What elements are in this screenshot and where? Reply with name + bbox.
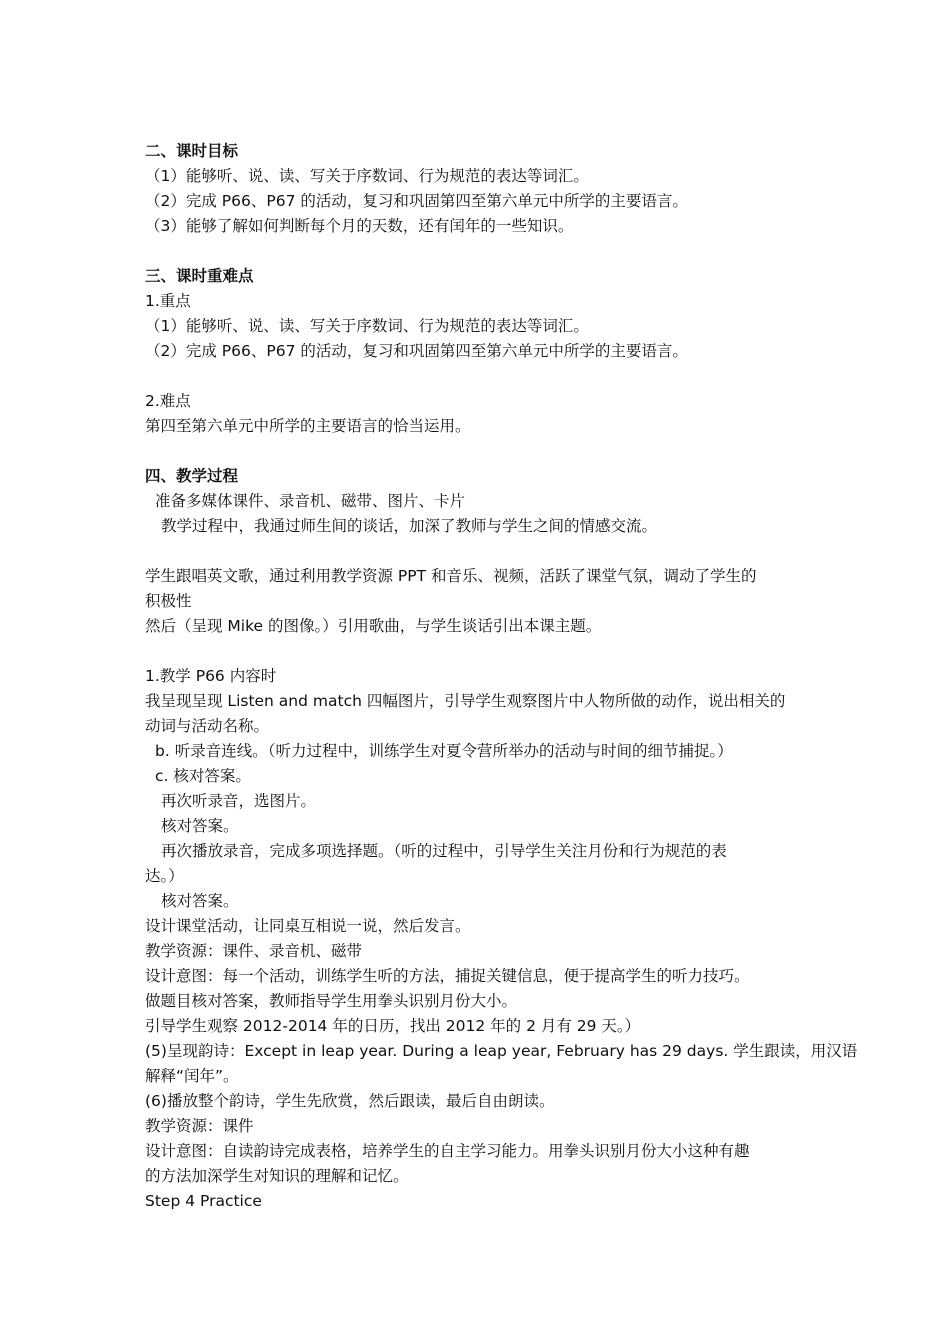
rhyme-text-line: (5)呈现韵诗：Except in leap year. During a leap year, February has 29 days. 学生跟读，用汉语 — [145, 1042, 858, 1060]
step-c: c. 核对答案。 — [155, 767, 251, 785]
p66-text-line: 我呈现呈现 Listen and match 四幅图片，引导学生观察图片中人物所做的动作，说出相关的 — [145, 692, 786, 710]
fist-text: 做题目核对答案，教师指导学生用拳头识别月份大小。 — [145, 992, 518, 1010]
document-page — [145, 139, 858, 1214]
play-rhyme-text: (6)播放整个韵诗，学生先欣赏，然后跟读，最后自由朗读。 — [145, 1092, 555, 1110]
spacer — [145, 364, 815, 389]
song-text-line: 学生跟唱英文歌，通过利用教学资源 PPT 和音乐、视频，活跃了课堂气氛，调动了学生的 — [145, 567, 757, 585]
section-heading-objectives: 二、课时目标 — [145, 142, 239, 160]
p66-title: 1.教学 P66 内容时 — [145, 667, 277, 685]
spacer — [145, 239, 815, 264]
key-point-item: （2）完成 P66、P67 的活动，复习和巩固第四至第六单元中所学的主要语言。 — [145, 342, 688, 360]
objective-item: （3）能够了解如何判断每个月的天数，还有闰年的一些知识。 — [145, 217, 574, 235]
preparation-text: 准备多媒体课件、录音机、磁带、图片、卡片 — [155, 492, 466, 510]
step4-heading: Step 4 Practice — [145, 1192, 262, 1210]
step-b: b. 听录音连线。（听力过程中，训练学生对夏令营所举办的活动与时间的细节捕捉。） — [155, 742, 733, 760]
resources-text: 教学资源：课件 — [145, 1117, 254, 1135]
p66-text-line: 动词与活动名称。 — [145, 717, 270, 735]
design-intent-text-line: 的方法加深学生对知识的理解和记忆。 — [145, 1167, 409, 1185]
activity-text: 设计课堂活动，让同桌互相说一说，然后发言。 — [145, 917, 471, 935]
section-heading-process: 四、教学过程 — [145, 467, 239, 485]
objective-item: （1）能够听、说、读、写关于序数词、行为规范的表达等词汇。 — [145, 167, 589, 185]
design-intent-text: 设计意图：每一个活动，训练学生听的方法，捕捉关键信息，便于提高学生的听力技巧。 — [145, 967, 750, 985]
check-answers: 核对答案。 — [161, 892, 239, 910]
spacer — [145, 439, 815, 464]
key-point-item: （1）能够听、说、读、写关于序数词、行为规范的表达等词汇。 — [145, 317, 589, 335]
objective-item: （2）完成 P66、P67 的活动，复习和巩固第四至第六单元中所学的主要语言。 — [145, 192, 688, 210]
spacer — [145, 539, 815, 564]
play-again-line: 达。） — [145, 867, 184, 885]
difficulty-text: 第四至第六单元中所学的主要语言的恰当运用。 — [145, 417, 471, 435]
resources-text: 教学资源：课件、录音机、磁带 — [145, 942, 363, 960]
difficulty-title: 2.难点 — [145, 392, 191, 410]
check-answers: 核对答案。 — [161, 817, 239, 835]
calendar-text: 引导学生观察 2012-2014 年的日历，找出 2012 年的 2 月有 29 天。） — [145, 1017, 641, 1035]
section-heading-key-points: 三、课时重难点 — [145, 267, 254, 285]
listen-again: 再次听录音，选图片。 — [161, 792, 317, 810]
key-points-title: 1.重点 — [145, 292, 191, 310]
song-text-line: 积极性 — [145, 592, 192, 610]
rhyme-text-line: 解释“闰年”。 — [145, 1067, 239, 1085]
play-again-line: 再次播放录音，完成多项选择题。（听的过程中，引导学生关注月份和行为规范的表 — [161, 842, 727, 860]
mike-text: 然后（呈现 Mike 的图像。）引用歌曲，与学生谈话引出本课主题。 — [145, 617, 602, 635]
intro-text: 教学过程中，我通过师生间的谈话，加深了教师与学生之间的情感交流。 — [161, 517, 658, 535]
design-intent-text-line: 设计意图：自读韵诗完成表格，培养学生的自主学习能力。用拳头识别月份大小这种有趣 — [145, 1142, 750, 1160]
spacer — [145, 639, 815, 664]
